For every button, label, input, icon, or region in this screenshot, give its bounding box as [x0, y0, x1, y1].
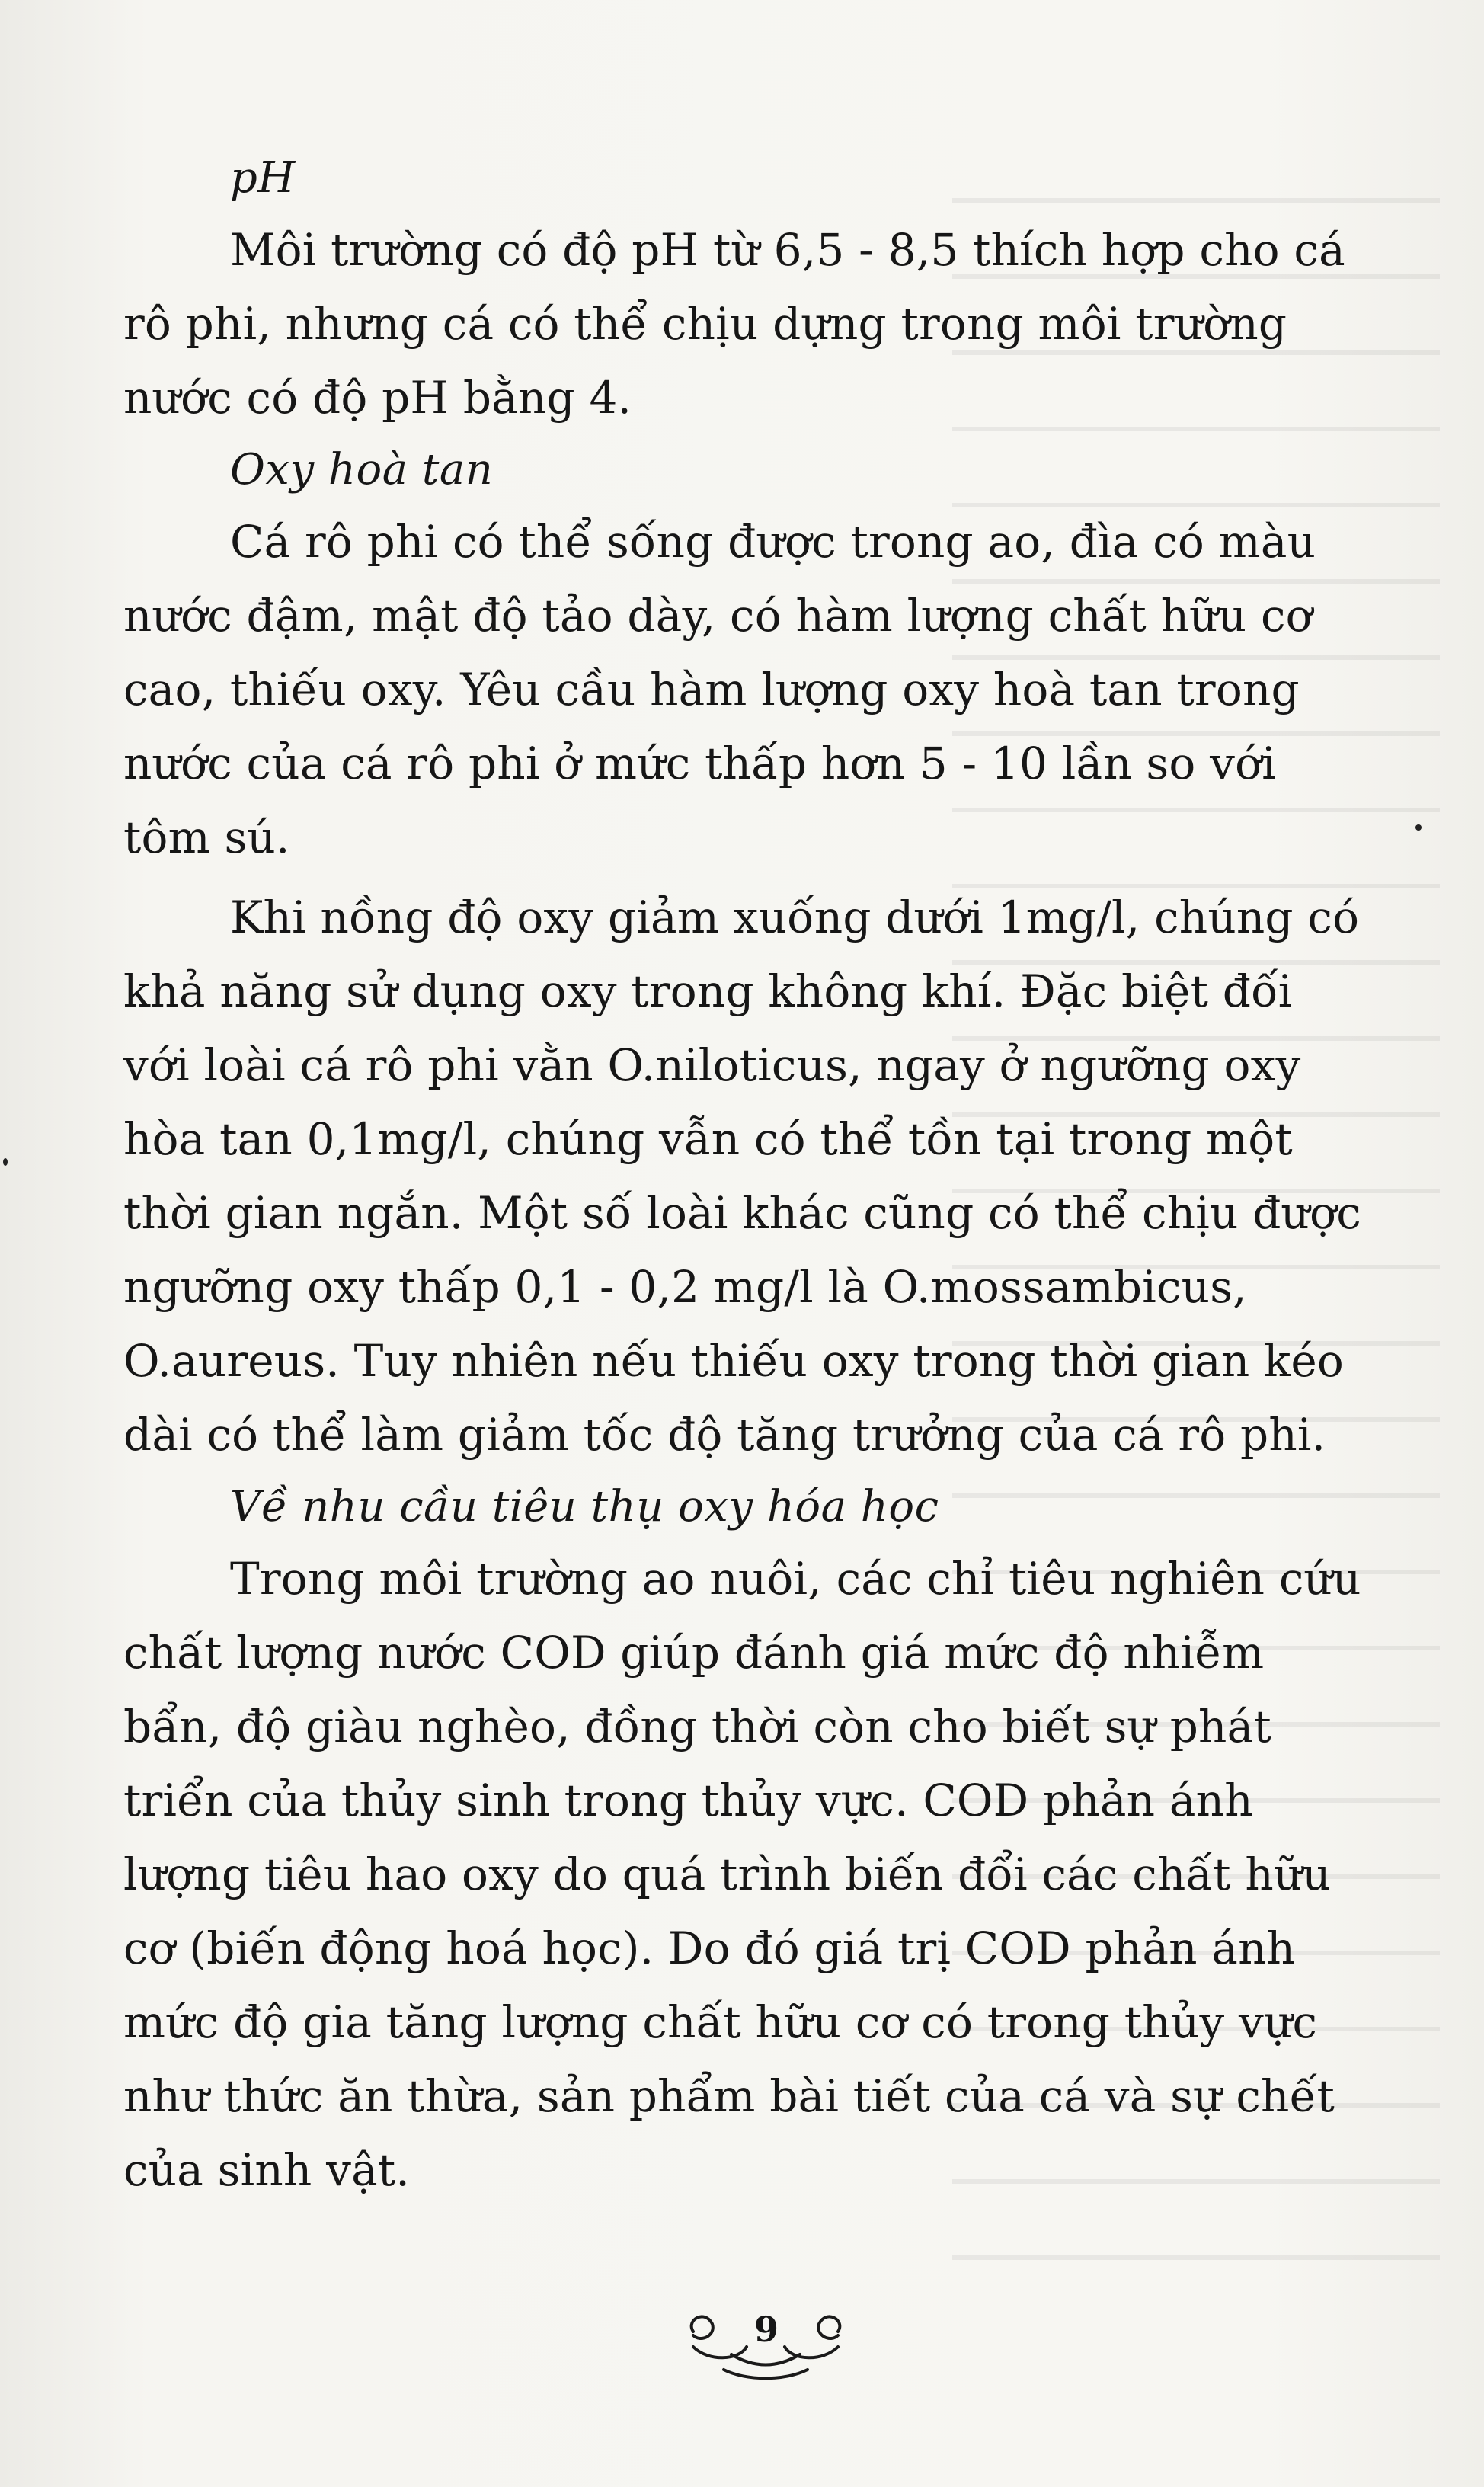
page-number: 9: [754, 2309, 779, 2350]
text-line: với loài cá rô phi vằn O.niloticus, ngay ở ngưỡng oxy: [123, 1039, 1301, 1091]
text-line: dài có thể làm giảm tốc độ tăng trưởng của cá rô phi.: [123, 1409, 1326, 1461]
text-line: Khi nồng độ oxy giảm xuống dưới 1mg/l, chúng có: [230, 891, 1360, 943]
text-line: Cá rô phi có thể sống được trong ao, đìa có màu: [230, 516, 1316, 568]
text-line: nước có độ pH bằng 4.: [123, 372, 632, 424]
page-text: [123, 143, 1361, 2207]
paragraph-cod: [123, 1542, 1361, 2207]
text-line: mức độ gia tăng lượng chất hữu cơ có trong thủy vực: [123, 1996, 1318, 2048]
text-line: O.aureus. Tuy nhiên nếu thiếu oxy trong thời gian kéo: [123, 1335, 1345, 1387]
text-line: nước của cá rô phi ở mức thấp hơn 5 - 10 lần so với: [123, 738, 1276, 789]
text-line: tôm sú.: [123, 811, 290, 863]
text-line: chất lượng nước COD giúp đánh giá mức độ nhiễm: [123, 1627, 1265, 1679]
text-line: như thức ăn thừa, sản phẩm bài tiết của cá và sự chết: [123, 2070, 1335, 2122]
paragraph-oxygen-1: [123, 505, 1342, 875]
text-line: hòa tan 0,1mg/l, chúng vẫn có thể tồn tại trong một: [123, 1113, 1293, 1165]
text-line: cơ (biến động hoá học). Do đó giá trị COD phản ánh: [123, 1922, 1296, 1974]
paragraph-ph: [123, 213, 1345, 435]
text-line: Môi trường có độ pH từ 6,5 - 8,5 thích hợp cho cá: [230, 224, 1345, 276]
text-line: lượng tiêu hao oxy do quá trình biến đổi các chất hữu: [123, 1848, 1332, 1900]
text-line: rô phi, nhưng cá có thể chịu dựng trong môi trường: [123, 298, 1287, 350]
text-line: khả năng sử dụng oxy trong không khí. Đặc biệt đối: [123, 965, 1293, 1017]
section-heading-oxygen: Oxy hoà tan: [230, 445, 494, 495]
text-line: ngưỡng oxy thấp 0,1 - 0,2 mg/l là O.mossambicus,: [123, 1261, 1247, 1313]
text-line: bẩn, độ giàu nghèo, đồng thời còn cho biết sự phát: [123, 1701, 1271, 1752]
text-line: nước đậm, mật độ tảo dày, có hàm lượng chất hữu cơ: [123, 590, 1313, 642]
section-heading-ph: pH: [230, 153, 296, 203]
text-line: của sinh vật.: [123, 2144, 411, 2196]
scan-speck: [1415, 824, 1422, 831]
paragraph-oxygen-2: [123, 881, 1361, 1472]
text-line: Trong môi trường ao nuôi, các chỉ tiêu nghiên cứu: [230, 1553, 1361, 1605]
text-line: triển của thủy sinh trong thủy vực. COD phản ánh: [123, 1775, 1253, 1826]
section-heading-cod: Về nhu cầu tiêu thụ oxy hóa học: [230, 1482, 939, 1532]
text-line: cao, thiếu oxy. Yêu cầu hàm lượng oxy hoà tan trong: [123, 664, 1300, 715]
scan-speck: [3, 1158, 8, 1166]
text-line: thời gian ngắn. Một số loài khác cũng có thể chịu được: [123, 1187, 1361, 1239]
